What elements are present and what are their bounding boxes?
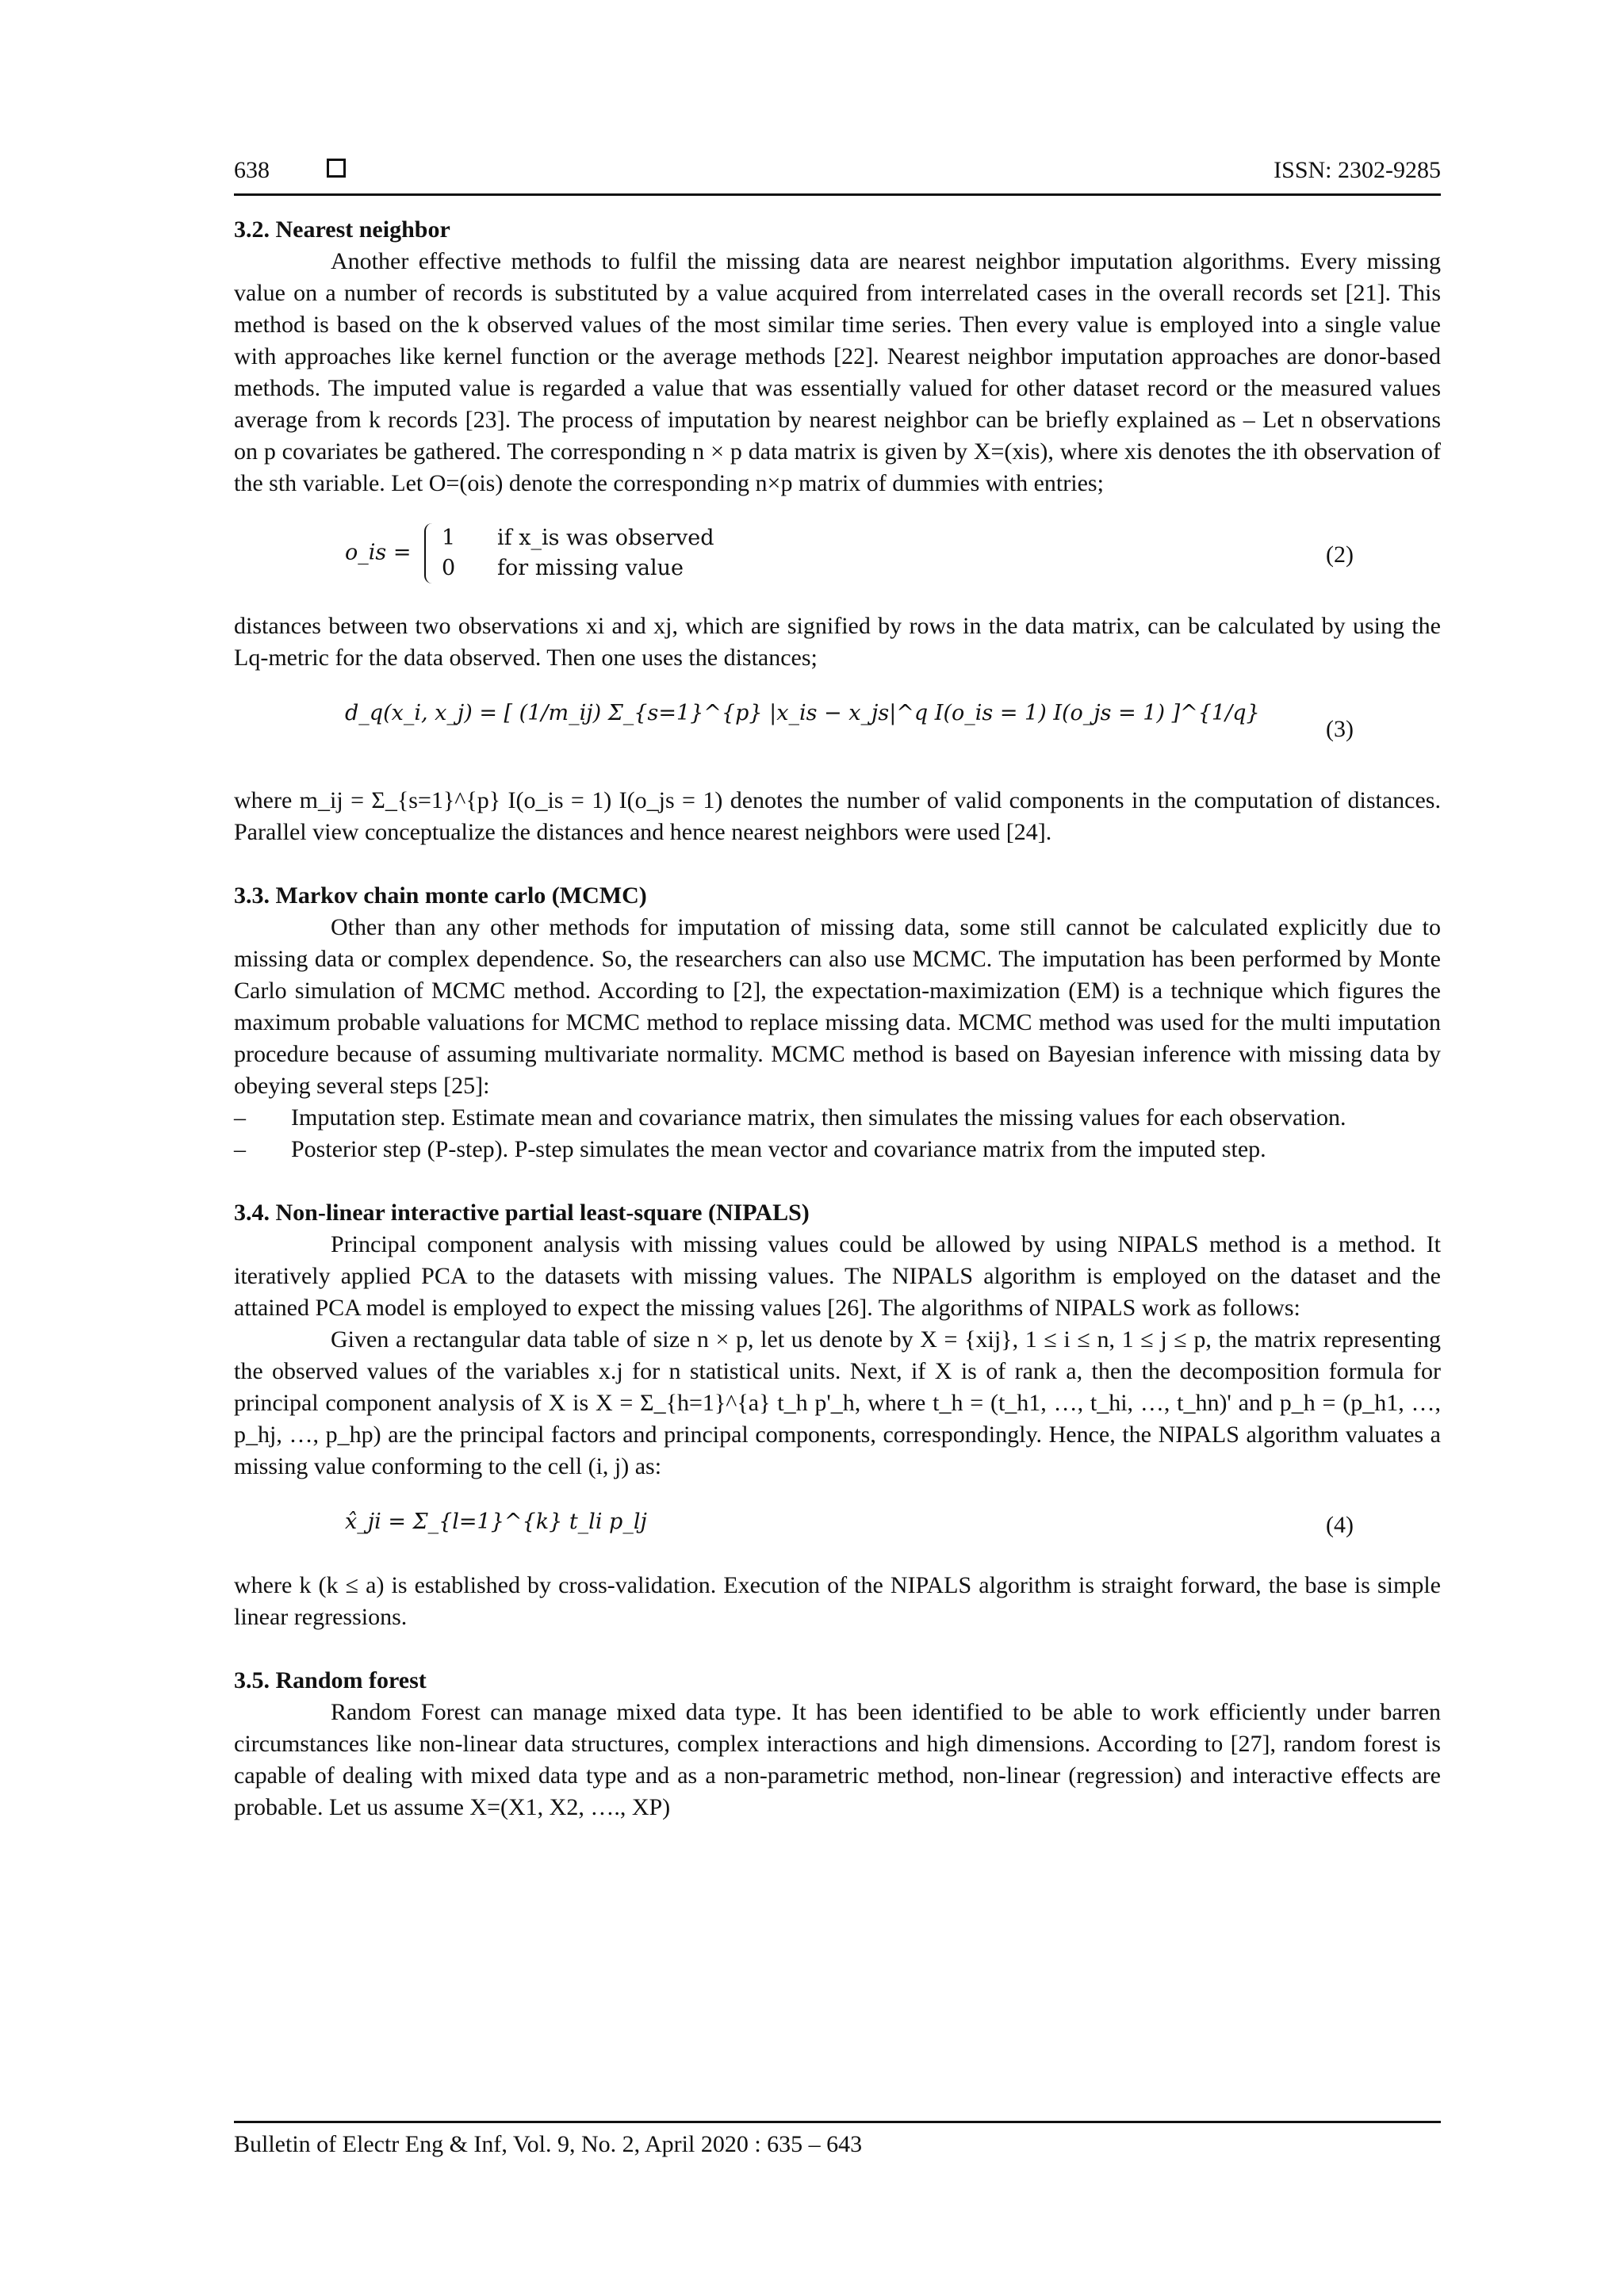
case-condition: if x_is was observed <box>497 526 714 550</box>
section-heading-3-2: 3.2. Nearest neighbor <box>234 216 450 243</box>
paragraph: Given a rectangular data table of size n × p, let us denote by X = {xij}, 1 ≤ i ≤ n, 1 ≤ j ≤ p, the matrix representing the observed values of the variables x.j for n statistical units. Next, if X is of rank a, then the decomposition formula for principal component analysis of X is X = Σ_{h=1}^{a} t_h p'_h, where t_h = (t_h1, …, t_hi, …, t_hn)' and p_h = (p_h1, …, p_hj, …, p_hp) are the principal factors and principal components, correspondingly. Hence, the NIPALS algorithm valuates a missing value conforming to the cell (i, j) as: <box>234 1326 1441 1479</box>
paragraph: distances between two observations xi and xj, which are signified by rows in the data matrix, can be calculated by using the Lq-metric for the data observed. Then one uses the distances; <box>234 613 1441 671</box>
equation-3 <box>234 690 1441 769</box>
equation-4 <box>234 1498 1441 1554</box>
equation-cases <box>424 523 714 584</box>
case-value: 0 <box>442 556 456 580</box>
list-item: – Posterior step (P-step). P-step simulates the mean vector and covariance matrix from the imputed step. <box>234 1134 1441 1165</box>
equation-2 <box>234 515 1441 595</box>
equation-number: (3) <box>1326 716 1354 742</box>
footer-rule <box>234 2121 1441 2123</box>
paragraph: Random Forest can manage mixed data type. It has been identified to be able to work efficiently under barren circumstances like non-linear data structures, complex interactions and high dimensions. According to [27], random forest is capable of dealing with mixed data type and as a non-parametric method, non-linear (regression) and interactive effects are probable. Let us assume X=(X1, X2, …., XP) <box>234 1699 1441 1820</box>
case-value: 1 <box>442 526 456 550</box>
square-icon <box>327 159 346 178</box>
page-number: 638 <box>234 157 270 183</box>
page-header <box>234 152 1441 197</box>
list-item: – Imputation step. Estimate mean and covariance matrix, then simulates the missing values for each observation. <box>234 1102 1441 1134</box>
section-heading-3-3: 3.3. Markov chain monte carlo (MCMC) <box>234 882 647 909</box>
paragraph: where m_ij = Σ_{s=1}^{p} I(o_is = 1) I(o_js = 1) denotes the number of valid components in the computation of distances. Parallel view conceptualize the distances and hence nearest neighbors were used [24]. <box>234 787 1441 845</box>
case-condition: for missing value <box>497 556 684 580</box>
equation-formula: x̂_ji = Σ_{l=1}^{k} t_li p_lj <box>345 1510 647 1534</box>
equation-formula: d_q(x_i, x_j) = [ (1/m_ij) Σ_{s=1}^{p} |x_is − x_js|^q I(o_is = 1) I(o_js = 1) ]^{1/q} <box>345 701 1260 725</box>
paragraph: Another effective methods to fulfil the missing data are nearest neighbor imputation algorithms. Every missing value on a number of records is substituted by a value acquired from interrelated cases in the overall records set [21]. This method is based on the k observed values of the most similar time series. Then every value is employed into a single value with approaches like kernel function or the average methods [22]. Nearest neighbor imputation approaches are donor-based methods. The imputed value is regarded a value that was essentially valued for other dataset record or the measured values average from k records [23]. The process of imputation by nearest neighbor can be briefly explained as – Let n observations on p covariates be gathered. The corresponding n × p data matrix is given by X=(xis), where xis denotes the ith observation of the sth variable. Let O=(ois) denote the corresponding n×p matrix of dummies with entries; <box>234 248 1441 496</box>
section-heading-3-5: 3.5. Random forest <box>234 1667 427 1693</box>
header-rule <box>234 193 1441 196</box>
section-heading-3-4: 3.4. Non-linear interactive partial least-square (NIPALS) <box>234 1200 810 1226</box>
paragraph: Principal component analysis with missing values could be allowed by using NIPALS method is a method. It iteratively applied PCA to the datasets with missing values. The NIPALS algorithm is employed on the dataset and the attained PCA model is employed to expect the missing values [26]. The algorithms of NIPALS work as follows: <box>234 1231 1441 1321</box>
bullet-list <box>234 1102 1441 1165</box>
page-footer: Bulletin of Electr Eng & Inf, Vol. 9, No. 2, April 2020 : 635 – 643 <box>234 2131 863 2157</box>
issn-label: ISSN: 2302-9285 <box>1274 157 1441 183</box>
paragraph: Other than any other methods for imputation of missing data, some still cannot be calculated explicitly due to missing data or complex dependence. So, the researchers can also use MCMC. The imputation has been performed by Monte Carlo simulation of MCMC method. According to [2], the expectation-maximization (EM) is a technique which figures the maximum probable valuations for MCMC method to replace missing data. MCMC method was used for the multi imputation procedure because of assuming multivariate normality. MCMC method is based on Bayesian inference with missing data by obeying several steps [25]: <box>234 914 1441 1099</box>
equation-lhs: o_is = <box>345 540 412 565</box>
main-content <box>234 214 1441 1823</box>
equation-number: (2) <box>1326 541 1354 568</box>
paragraph: where k (k ≤ a) is established by cross-validation. Execution of the NIPALS algorithm is straight forward, the base is simple linear regressions. <box>234 1572 1441 1630</box>
equation-number: (4) <box>1326 1512 1354 1538</box>
